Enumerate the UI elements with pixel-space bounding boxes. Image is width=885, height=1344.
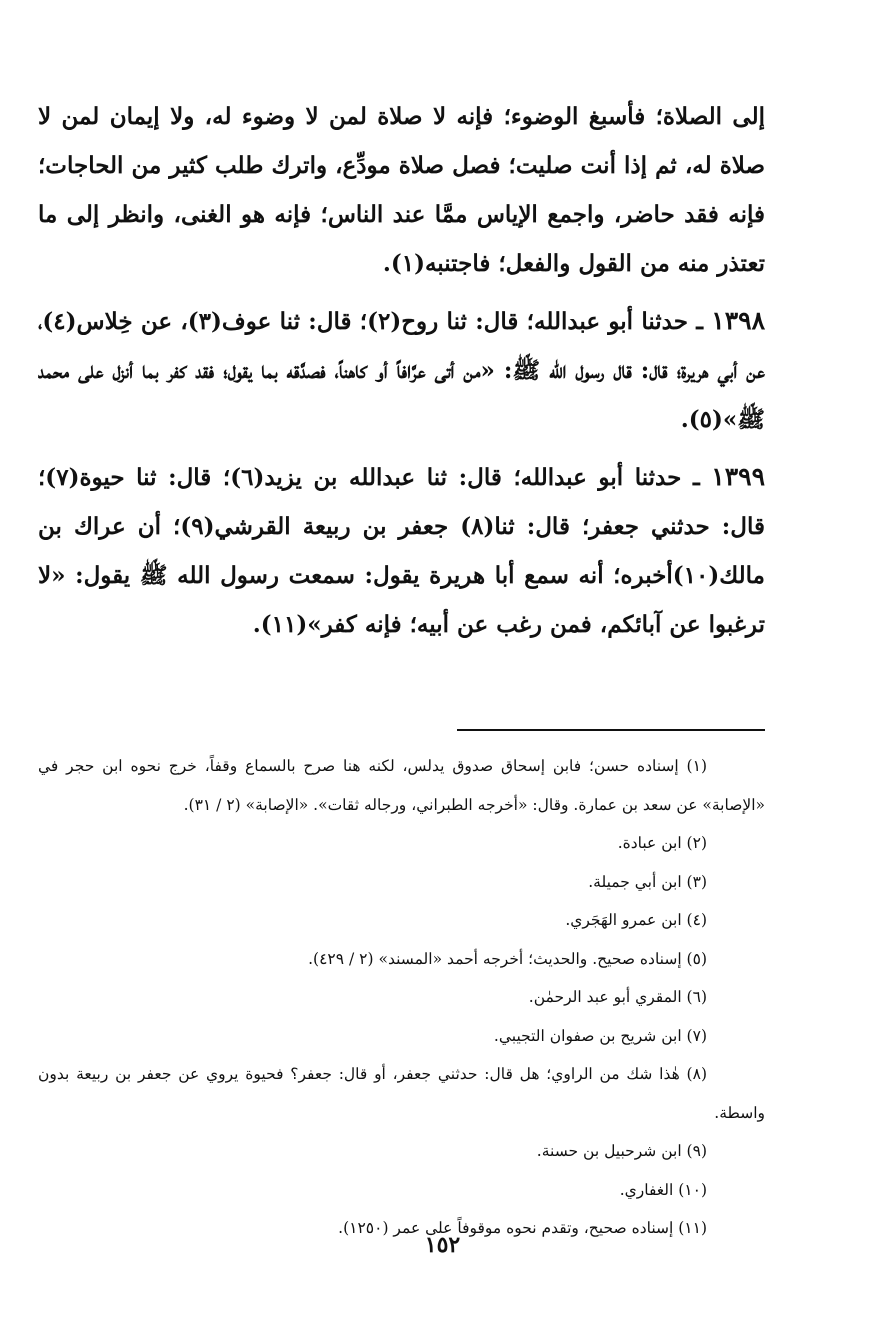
footnote: (٦) المقري أبو عبد الرحمٰن. — [528, 988, 707, 1006]
hadith-number: ١٣٩٨ — [711, 306, 765, 335]
footnote: (٣) ابن أبي جميلة. — [588, 872, 707, 891]
footnote: (١٠) الغفاري. — [619, 1180, 707, 1199]
footnote-divider — [457, 729, 765, 731]
footnotes — [38, 747, 765, 1248]
footnote: (٢) ابن عبادة. — [617, 834, 707, 852]
hadith-text: ـ حدثنا أبو عبدالله؛ قال: ثنا روح(٢)؛ قال: ثنا عوف(٣)، عن خِلاس(٤)، عن أبي هريرة؛ قال: قال رسول الله ﷺ: «من أتى عرَّافاً أو كاهناً، فصدَّقه بما يقول؛ فقد كفر بما أنزل على محمد ﷺ»(٥). — [38, 308, 765, 433]
footnote: (٨) هٰذا شك من الراوي؛ هل قال: حدثني جعفر، أو قال: جعفر؟ فحيوة يروي عن جعفر بن ربيعة بدون واسطة. — [38, 1065, 765, 1122]
page-body — [38, 92, 766, 1237]
footnote: (٧) ابن شريح بن صفوان التجيبي. — [493, 1026, 707, 1045]
hadith-text: ـ حدثنا أبو عبدالله؛ قال: ثنا عبدالله بن يزيد(٦)؛ قال: ثنا حيوة(٧)؛ قال: حدثني جعفر؛ قال: ثنا(٨) جعفر بن ربيعة القرشي(٩)؛ أن عراك بن مالك(١٠)أخبره؛ أنه سمع أبا هريرة يقول: سمعت رسول الله ﷺ يقول: «لا ترغبوا عن آبائكم، فمن رغب عن أبيه؛ فإنه كفر»(١١). — [38, 464, 765, 638]
hadith-number: ١٣٩٩ — [711, 462, 766, 491]
page-number: ١٥٢ — [424, 1232, 461, 1258]
footnote: (٤) ابن عمرو الهَجَري. — [565, 911, 707, 929]
footnote: (٩) ابن شرحبيل بن حسنة. — [536, 1142, 707, 1160]
hadith-1399 — [38, 452, 765, 649]
hadith-1398 — [38, 296, 765, 444]
footnote: (١) إسناده حسن؛ فابن إسحاق صدوق يدلس، لكنه هنا صرح بالسماع وقفاً، خرج نحوه ابن حجر في «الإصابة» عن سعد بن عمارة. وقال: «أخرجه الطبراني، ورجاله ثقات». «الإصابة» (٢ / ٣١). — [38, 757, 765, 814]
paragraph-continuation: إلى الصلاة؛ فأسبغ الوضوء؛ فإنه لا صلاة لمن لا وضوء له، ولا إيمان لمن لا صلاة له، ثم إذا أنت صليت؛ فصل صلاة مودِّع، واترك طلب كثير من الحاجات؛ فإنه فقد حاضر، واجمع الإياس ممَّا عند الناس؛ فإنه هو الغنى، وانظر إلى ما تعتذر منه من القول والفعل؛ فاجتنبه(١). — [38, 103, 765, 277]
footnote: (١١) إسناده صحيح، وتقدم نحوه موقوفاً على عمر (١٢٥٠). — [338, 1219, 707, 1237]
footnote: (٥) إسناده صحيح. والحديث؛ أخرجه أحمد «المسند» (٢ / ٤٢٩). — [308, 949, 707, 968]
main-text — [38, 92, 765, 649]
